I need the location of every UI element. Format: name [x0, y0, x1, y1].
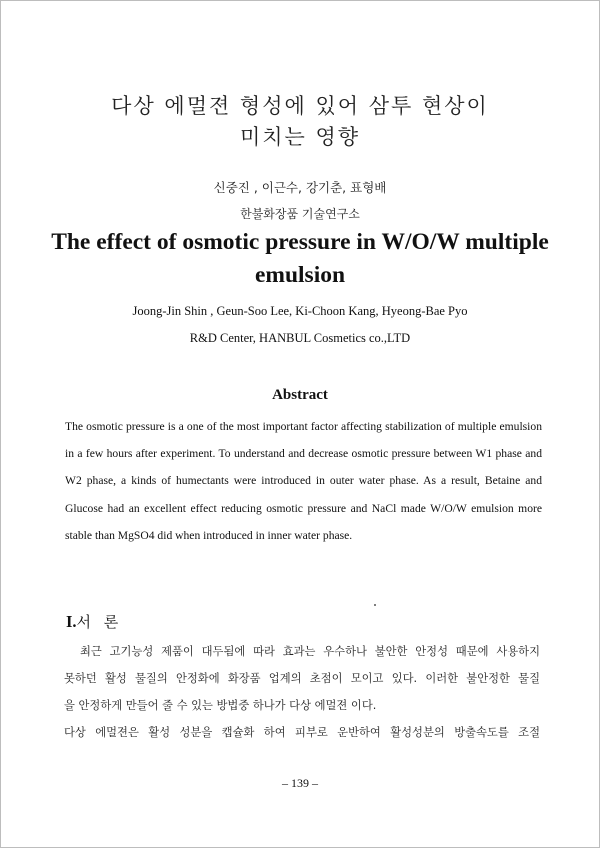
section-title: 서 론 [76, 613, 123, 631]
abstract-line: in a few hours after experiment. To understand and decrease osmotic pressure between W1 phase and [65, 447, 542, 460]
body-line: 못하던 활성 물질의 안정화에 화장품 업계의 초점이 모이고 있다. 이러한 불안정한 물질 [64, 672, 540, 685]
section-number: I. [66, 612, 77, 631]
abstract-line: Glucose had an excellent effect reducing osmotic pressure and NaCl made W/O/W emulsion more [65, 502, 542, 515]
english-title-line-2: emulsion [254, 262, 346, 288]
korean-affiliation: 한불화장품 기술연구소 [240, 207, 360, 221]
scan-speck [374, 604, 376, 606]
abstract-line: stable than MgSO4 did when introduced in inner water phase. [65, 529, 353, 542]
abstract-line: The osmotic pressure is a one of the most important factor affecting stabilization of multiple emulsion [65, 420, 542, 433]
page-number: – 139 – [282, 776, 318, 790]
abstract-heading: Abstract [272, 387, 328, 403]
korean-authors: 신중진 , 이근수, 강기춘, 표형배 [213, 180, 387, 195]
body-line: 다상 에멀젼은 활성 성분을 캡슐화 하여 피부로 운반하여 활성성분의 방출속도를 조절 [64, 726, 540, 739]
body-line: 을 안정하게 만들어 줄 수 있는 방법중 하나가 다상 에멀젼 이다. [64, 699, 377, 712]
korean-title-line-2: 미치는 영향 [239, 125, 361, 149]
section-heading [66, 611, 122, 632]
abstract-line: W2 phase, a kinds of humectants were introduced in outer water phase. As a result, Betaine and [65, 474, 542, 487]
english-authors: Joong-Jin Shin , Geun-Soo Lee, Ki-Choon Kang, Hyeong-Bae Pyo [132, 304, 468, 318]
english-title-line-1: The effect of osmotic pressure in W/O/W multiple [51, 229, 549, 255]
korean-title-line-1: 다상 에멀젼 형성에 있어 삼투 현상이 [111, 94, 489, 118]
body-line: 최근 고기능성 제품이 대두됨에 따라 효과는 우수하나 불안한 안정성 때문에 사용하지 [80, 645, 540, 658]
english-affiliation: R&D Center, HANBUL Cosmetics co.,LTD [189, 331, 411, 345]
